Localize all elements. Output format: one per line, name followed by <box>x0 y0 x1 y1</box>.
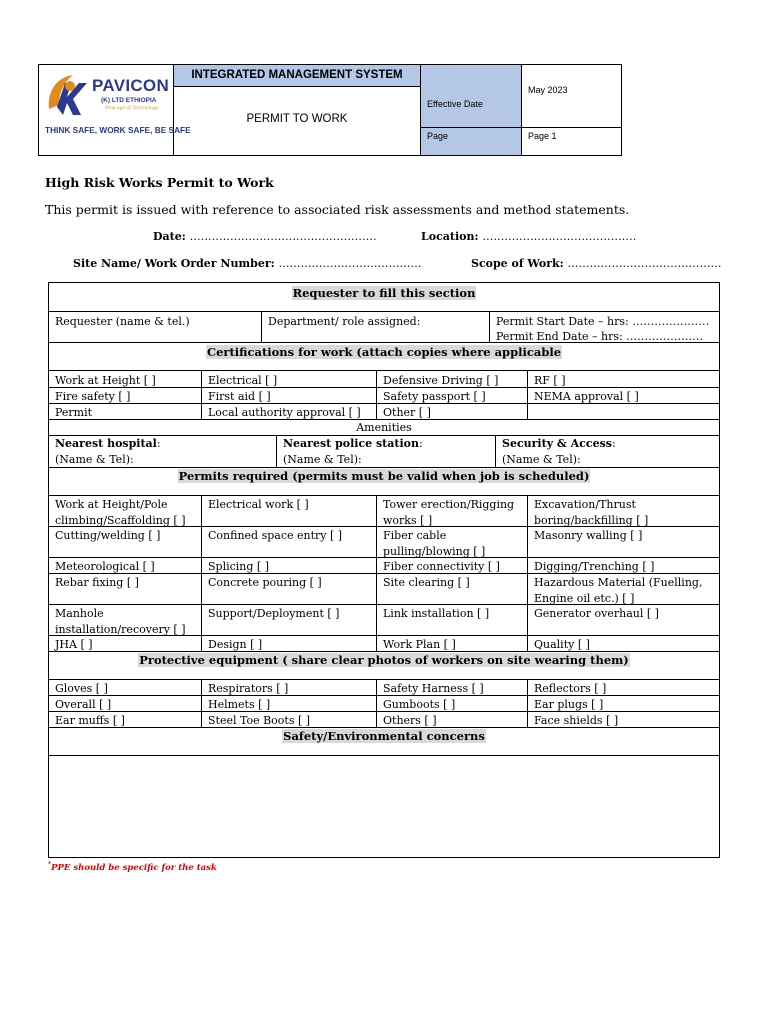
ppe-cell[interactable]: Face shields [ ] <box>534 714 619 727</box>
cert-cell[interactable]: Work at Height [ ] <box>55 374 156 387</box>
pavicon-logo-icon <box>45 69 91 121</box>
effective-date-label: Effective Date <box>421 65 522 128</box>
ppe-footnote <box>48 861 217 873</box>
permit-cell[interactable]: Masonry walling [ ] <box>534 529 643 542</box>
permit-cell[interactable]: Cutting/welding [ ] <box>55 529 161 542</box>
page-title: High Risk Works Permit to Work <box>45 175 274 190</box>
requester-name-cell[interactable]: Requester (name & tel.) <box>55 315 190 328</box>
date-field[interactable] <box>153 230 377 243</box>
date-label: Date: <box>153 230 186 243</box>
logo-tagline: New age of Technology <box>105 106 159 111</box>
site-label: Site Name/ Work Order Number: <box>73 257 275 270</box>
location-dots: …………………………………… <box>482 230 637 243</box>
permit-cell[interactable]: Digging/Trenching [ ] <box>534 560 655 573</box>
permit-cell[interactable]: Rebar fixing [ ] <box>55 576 139 589</box>
document-header <box>38 64 622 156</box>
page-label: Page <box>421 128 522 155</box>
permit-cell[interactable]: Electrical work [ ] <box>208 498 309 511</box>
system-title: INTEGRATED MANAGEMENT SYSTEM <box>174 65 420 87</box>
date-dots: …………………………………………… <box>189 230 377 243</box>
system-cell <box>174 65 421 155</box>
cert-cell[interactable]: Defensive Driving [ ] <box>383 374 499 387</box>
scope-dots: …………………………………… <box>567 257 722 270</box>
permit-cell[interactable]: Design [ ] <box>208 638 263 651</box>
permit-cell[interactable]: Link installation [ ] <box>383 607 490 620</box>
intro-text: This permit is issued with reference to associated risk assessments and method statements. <box>45 202 630 217</box>
police-label: Nearest police station <box>283 437 419 450</box>
security-sub: (Name & Tel): <box>502 452 581 466</box>
scope-label: Scope of Work: <box>471 257 564 270</box>
permit-cell[interactable]: Fiber connectivity [ ] <box>383 560 500 573</box>
location-label: Location: <box>421 230 479 243</box>
effective-date-value: May 2023 <box>522 65 621 128</box>
cert-cell[interactable]: Permit <box>55 406 93 419</box>
certifications-heading: Certifications for work (attach copies where applicable <box>206 345 562 359</box>
ppe-cell[interactable]: Gumboots [ ] <box>383 698 456 711</box>
cert-cell[interactable]: Fire safety [ ] <box>55 390 131 403</box>
permit-end-cell[interactable]: Permit End Date – hrs: ………………… <box>496 330 704 343</box>
site-dots: ………………………………… <box>278 257 422 270</box>
permit-cell[interactable]: JHA [ ] <box>55 638 93 651</box>
department-cell[interactable]: Department/ role assigned: <box>268 315 421 328</box>
ppe-cell[interactable]: Steel Toe Boots [ ] <box>208 714 311 727</box>
requester-heading: Requester to fill this section <box>292 286 476 300</box>
permit-cell[interactable]: Concrete pouring [ ] <box>208 576 322 589</box>
police-cell[interactable]: Nearest police station: (Name & Tel): <box>283 437 423 466</box>
footnote-mark: * <box>48 861 52 868</box>
ppe-cell[interactable]: Respirators [ ] <box>208 682 289 695</box>
amenities-heading: Amenities <box>356 421 412 434</box>
permit-cell[interactable]: Excavation/Thrust boring/backfilling [ ] <box>534 498 649 527</box>
ppe-cell[interactable]: Reflectors [ ] <box>534 682 607 695</box>
ppe-cell[interactable]: Safety Harness [ ] <box>383 682 484 695</box>
permits-heading: Permits required (permits must be valid when job is scheduled) <box>178 469 590 483</box>
cert-cell[interactable]: Safety passport [ ] <box>383 390 486 403</box>
hospital-sub: (Name & Tel): <box>55 452 134 466</box>
location-field[interactable] <box>421 230 636 243</box>
logo-motto: THINK SAFE, WORK SAFE, BE SAFE <box>45 125 191 135</box>
cert-cell[interactable]: Local authority approval [ ] <box>208 406 361 419</box>
permit-cell[interactable]: Generator overhaul [ ] <box>534 607 659 620</box>
permit-cell[interactable]: Splicing [ ] <box>208 560 269 573</box>
permit-table <box>48 282 720 858</box>
ppe-cell[interactable]: Ear muffs [ ] <box>55 714 125 727</box>
permit-cell[interactable]: Work at Height/Pole climbing/Scaffolding [ ] <box>55 498 186 527</box>
ppe-cell[interactable]: Ear plugs [ ] <box>534 698 604 711</box>
permit-cell[interactable]: Tower erection/Rigging works [ ] <box>383 498 515 527</box>
cert-cell[interactable]: Other [ ] <box>383 406 431 419</box>
ppe-cell[interactable]: Overall [ ] <box>55 698 112 711</box>
company-logo <box>39 65 191 155</box>
permit-cell[interactable]: Meteorological [ ] <box>55 560 155 573</box>
permit-start-cell[interactable]: Permit Start Date – hrs: ………………… <box>496 315 710 328</box>
ppe-heading: Protective equipment ( share clear photos of workers on site wearing them) <box>139 653 629 667</box>
ppe-cell[interactable]: Gloves [ ] <box>55 682 108 695</box>
page-value: Page 1 <box>528 131 557 141</box>
permit-cell[interactable]: Quality [ ] <box>534 638 590 651</box>
permit-cell[interactable]: Support/Deployment [ ] <box>208 607 340 620</box>
permit-cell[interactable]: Fiber cable pulling/blowing [ ] <box>383 529 486 558</box>
security-cell[interactable]: Security & Access: (Name & Tel): <box>502 437 616 466</box>
scope-field[interactable] <box>471 257 722 270</box>
ppe-cell[interactable]: Others [ ] <box>383 714 437 727</box>
footnote-text: PPE should be specific for the task <box>51 862 217 873</box>
logo-subtitle: (K) LTD ETHIOPIA <box>101 97 157 104</box>
concerns-input-area[interactable] <box>49 756 719 857</box>
permit-cell[interactable]: Manhole installation/recovery [ ] <box>55 607 186 636</box>
hospital-cell[interactable]: Nearest hospital: (Name & Tel): <box>55 437 161 466</box>
cert-cell[interactable]: Electrical [ ] <box>208 374 278 387</box>
permit-cell[interactable]: Hazardous Material (Fuelling, Engine oil etc.) [ ] <box>534 576 703 605</box>
cert-cell[interactable]: NEMA approval [ ] <box>534 390 639 403</box>
logo-name: PAVICON <box>92 76 170 95</box>
police-sub: (Name & Tel): <box>283 452 362 466</box>
site-field[interactable] <box>73 257 422 270</box>
ppe-cell[interactable]: Helmets [ ] <box>208 698 271 711</box>
security-label: Security & Access <box>502 437 612 450</box>
permit-cell[interactable]: Confined space entry [ ] <box>208 529 343 542</box>
permit-cell[interactable]: Work Plan [ ] <box>383 638 456 651</box>
concerns-heading: Safety/Environmental concerns <box>283 729 485 743</box>
hospital-label: Nearest hospital <box>55 437 157 450</box>
cert-cell[interactable]: First aid [ ] <box>208 390 271 403</box>
document-title: PERMIT TO WORK <box>246 113 348 125</box>
cert-cell[interactable]: RF [ ] <box>534 374 566 387</box>
permit-cell[interactable]: Site clearing [ ] <box>383 576 470 589</box>
